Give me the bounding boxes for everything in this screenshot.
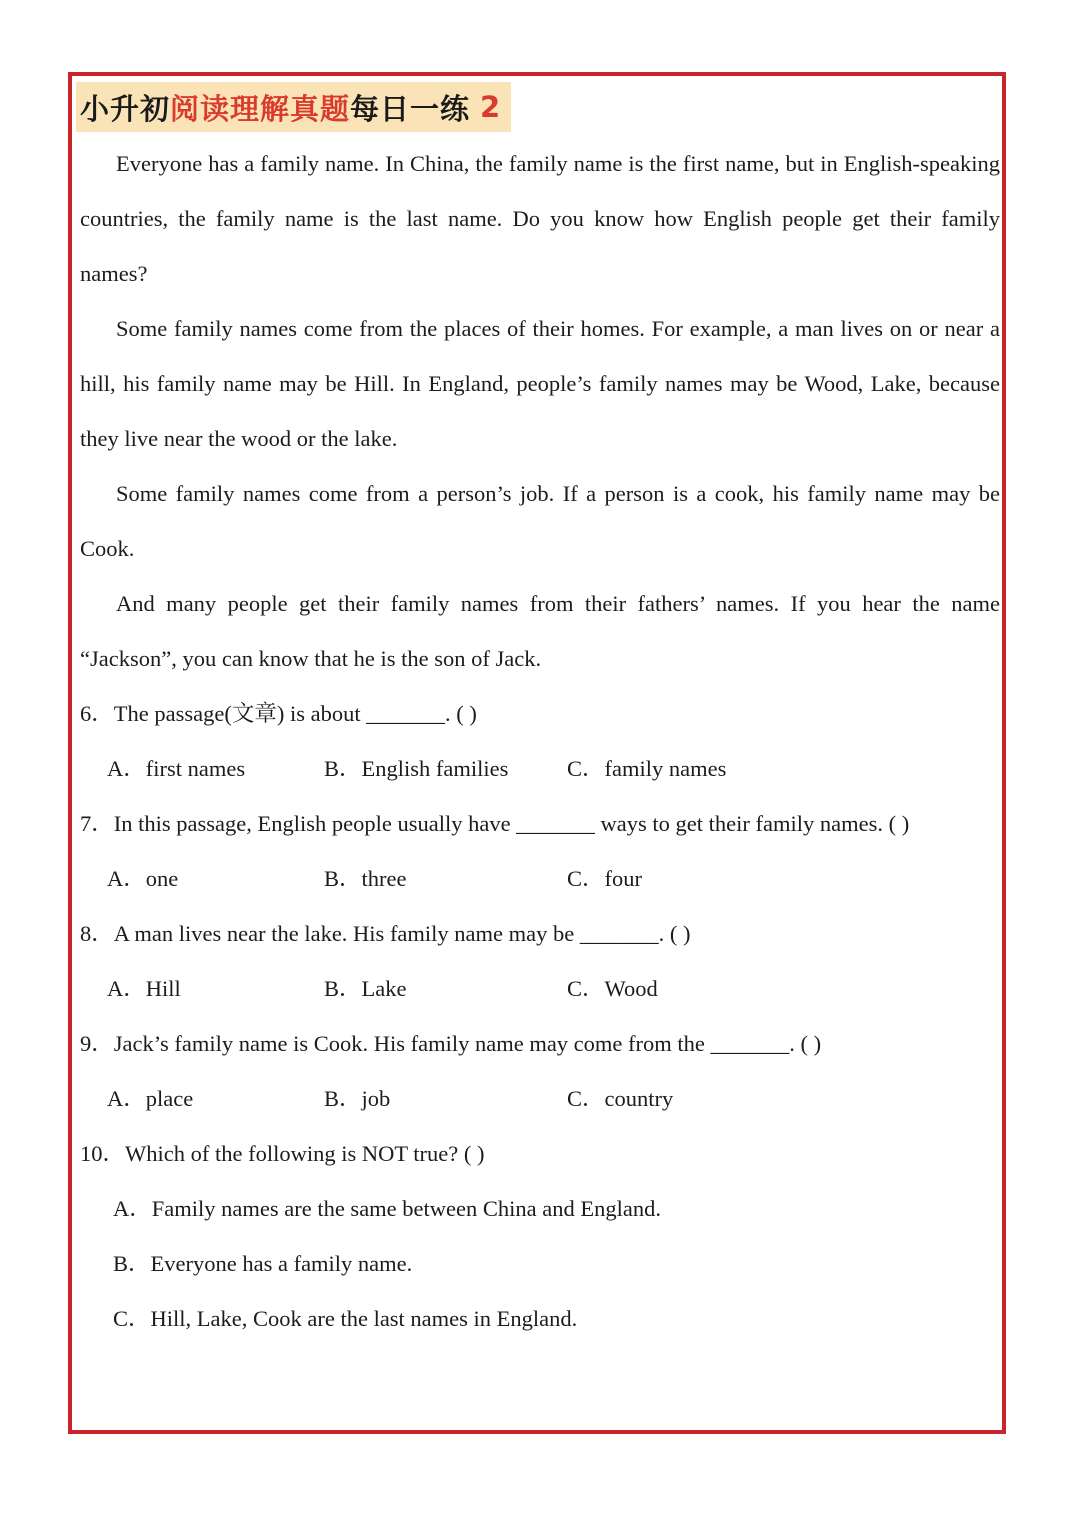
question-number: 9． bbox=[80, 1031, 114, 1056]
option-b[interactable]: B．three bbox=[324, 866, 407, 891]
question-number: 10． bbox=[80, 1141, 126, 1166]
question-7-options bbox=[80, 851, 1000, 906]
question-7 bbox=[80, 796, 1000, 851]
question-text: The passage(文章) is about _______. ( ) bbox=[113, 701, 477, 726]
question-number: 7． bbox=[80, 811, 114, 836]
worksheet-title bbox=[76, 82, 511, 132]
question-text: Which of the following is NOT true? ( ) bbox=[125, 1141, 485, 1166]
option-a[interactable]: A．place bbox=[107, 1086, 194, 1111]
option-c[interactable]: C．four bbox=[567, 866, 642, 891]
question-8 bbox=[80, 906, 1000, 961]
title-part-2: 阅读理解真题 bbox=[170, 91, 351, 126]
option-b[interactable]: B．Lake bbox=[324, 976, 407, 1001]
question-8-options bbox=[80, 961, 1000, 1016]
option-c[interactable]: C．Hill, Lake, Cook are the last names in England. bbox=[113, 1306, 578, 1331]
question-6-options bbox=[80, 741, 1000, 796]
title-part-3: 每日一练 bbox=[350, 91, 471, 126]
option-a[interactable]: A．Family names are the same between China and England. bbox=[113, 1196, 661, 1221]
worksheet-content bbox=[80, 136, 1000, 1346]
option-a[interactable]: A．one bbox=[107, 866, 179, 891]
option-b[interactable]: B．Everyone has a family name. bbox=[113, 1251, 413, 1276]
question-9-options bbox=[80, 1071, 1000, 1126]
question-text: Jack’s family name is Cook. His family name may come from the _______. ( ) bbox=[113, 1031, 822, 1056]
passage-paragraph-4: And many people get their family names from their fathers’ names. If you hear the name “Jackson”, you can know that he is the son of Jack. bbox=[80, 591, 1000, 671]
passage-paragraph-3: Some family names come from a person’s job. If a person is a cook, his family name may be Cook. bbox=[80, 481, 1000, 561]
option-c[interactable]: C．country bbox=[567, 1086, 674, 1111]
question-9 bbox=[80, 1016, 1000, 1071]
question-text: A man lives near the lake. His family name may be _______. ( ) bbox=[113, 921, 691, 946]
title-part-1: 小升初 bbox=[80, 91, 171, 126]
option-b[interactable]: B．job bbox=[324, 1086, 391, 1111]
question-10 bbox=[80, 1126, 1000, 1181]
option-c[interactable]: C．Wood bbox=[567, 976, 658, 1001]
question-number: 6． bbox=[80, 701, 114, 726]
option-a[interactable]: A．first names bbox=[107, 756, 246, 781]
title-number: 2 bbox=[480, 90, 502, 124]
option-c[interactable]: C．family names bbox=[567, 756, 727, 781]
passage-paragraph-2: Some family names come from the places of their homes. For example, a man lives on or near a hill, his family name may be Hill. In England, people’s family names may be Wood, Lake, because they live near the wood or the lake. bbox=[80, 316, 1000, 451]
option-b[interactable]: B．English families bbox=[324, 756, 509, 781]
question-6 bbox=[80, 686, 1000, 741]
option-a[interactable]: A．Hill bbox=[107, 976, 181, 1001]
question-number: 8． bbox=[80, 921, 114, 946]
question-text: In this passage, English people usually have _______ ways to get their family names. ( ) bbox=[113, 811, 910, 836]
passage-paragraph-1: Everyone has a family name. In China, the family name is the first name, but in English-speaking countries, the family name is the last name. Do you know how English people get their family names? bbox=[80, 151, 1000, 286]
